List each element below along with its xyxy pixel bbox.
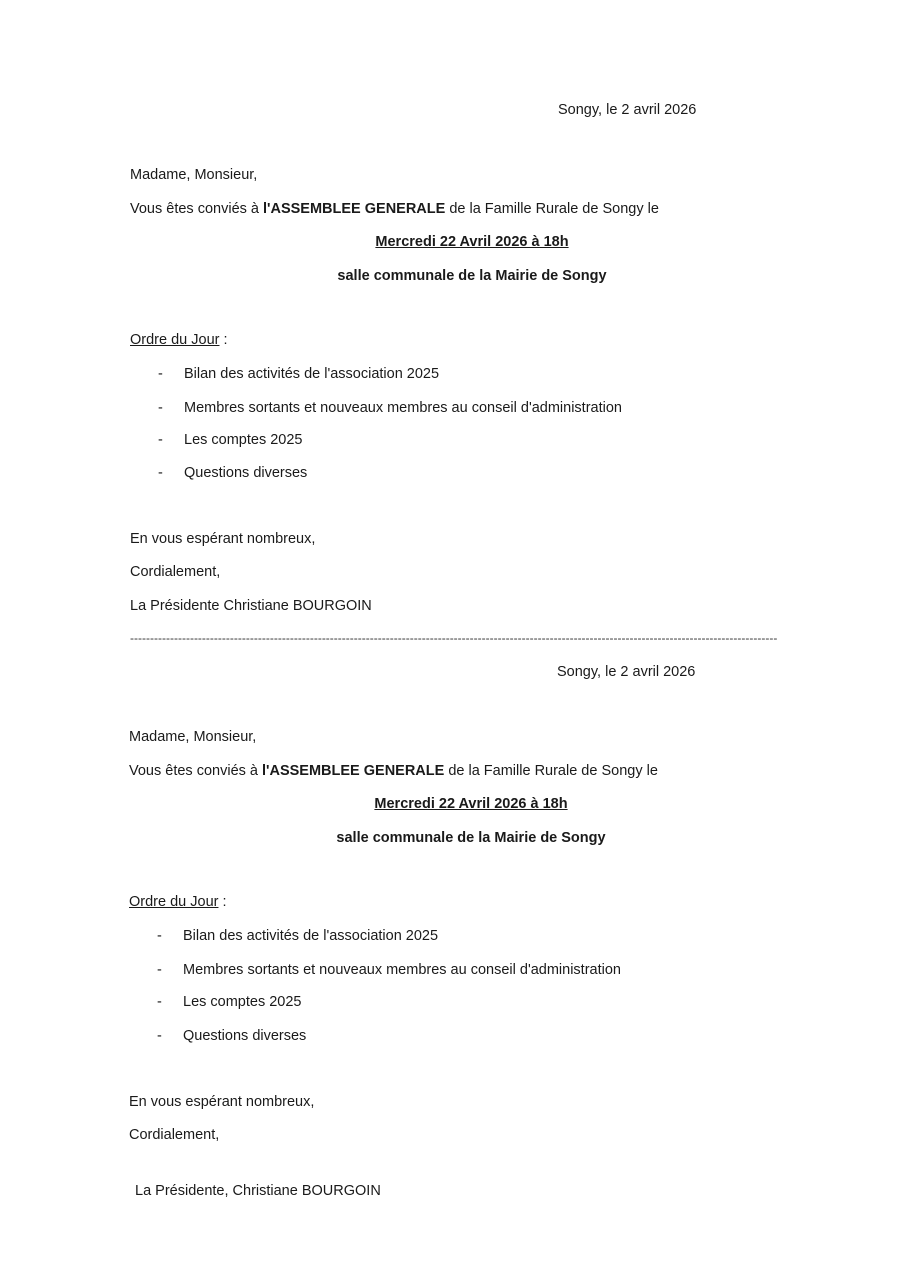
bullet-dash: -: [158, 432, 163, 448]
bullet-dash: -: [157, 994, 162, 1010]
event-date: Mercredi 22 Avril 2026 à 18h: [375, 234, 569, 250]
letter-date: Songy, le 2 avril 2026: [558, 102, 697, 118]
intro-text-before: Vous êtes conviés à: [130, 201, 263, 217]
intro-text-after: de la Famille Rurale de Songy le: [444, 763, 658, 779]
signature: La Présidente, Christiane BOURGOIN: [135, 1183, 381, 1199]
agenda-item: Les comptes 2025: [183, 994, 302, 1010]
intro-text-after: de la Famille Rurale de Songy le: [445, 201, 659, 217]
agenda-item: Les comptes 2025: [184, 432, 303, 448]
closing-line-1: En vous espérant nombreux,: [129, 1094, 315, 1110]
intro-paragraph: [130, 199, 659, 219]
bullet-dash: -: [157, 1028, 162, 1044]
intro-assembly-title: l'ASSEMBLEE GENERALE: [262, 763, 445, 779]
agenda-colon: :: [218, 894, 227, 910]
intro-text-before: Vous êtes conviés à: [129, 763, 262, 779]
agenda-heading: [129, 892, 227, 912]
intro-assembly-title: l'ASSEMBLEE GENERALE: [263, 201, 446, 217]
agenda-item: Bilan des activités de l'association 2025: [183, 928, 439, 944]
agenda-item: Questions diverses: [183, 1028, 307, 1044]
salutation: Madame, Monsieur,: [130, 167, 258, 183]
bullet-dash: -: [158, 400, 163, 416]
event-date: Mercredi 22 Avril 2026 à 18h: [374, 796, 568, 812]
agenda-title: Ordre du Jour: [130, 332, 220, 348]
agenda-heading: [130, 330, 228, 350]
intro-paragraph: [129, 761, 658, 781]
agenda-item: Membres sortants et nouveaux membres au conseil d'administration: [183, 962, 621, 978]
agenda-item: Bilan des activités de l'association 2025: [184, 366, 440, 382]
closing-line-2: Cordialement,: [129, 1127, 220, 1143]
agenda-title: Ordre du Jour: [129, 894, 219, 910]
event-place: salle communale de la Mairie de Songy: [336, 830, 606, 846]
letter-date: Songy, le 2 avril 2026: [557, 664, 696, 680]
closing-line-1: En vous espérant nombreux,: [130, 531, 316, 547]
salutation: Madame, Monsieur,: [129, 729, 257, 745]
cut-separator: ------------------------------------------------------------------------------------------------------------------------------------------------------------------: [130, 631, 778, 645]
signature: La Présidente Christiane BOURGOIN: [130, 598, 372, 614]
bullet-dash: -: [158, 465, 163, 481]
agenda-item: Questions diverses: [184, 465, 308, 481]
bullet-dash: -: [157, 962, 162, 978]
closing-line-2: Cordialement,: [130, 564, 221, 580]
bullet-dash: -: [157, 928, 162, 944]
agenda-colon: :: [219, 332, 228, 348]
agenda-item: Membres sortants et nouveaux membres au conseil d'administration: [184, 400, 622, 416]
bullet-dash: -: [158, 366, 163, 382]
event-place: salle communale de la Mairie de Songy: [337, 268, 607, 284]
